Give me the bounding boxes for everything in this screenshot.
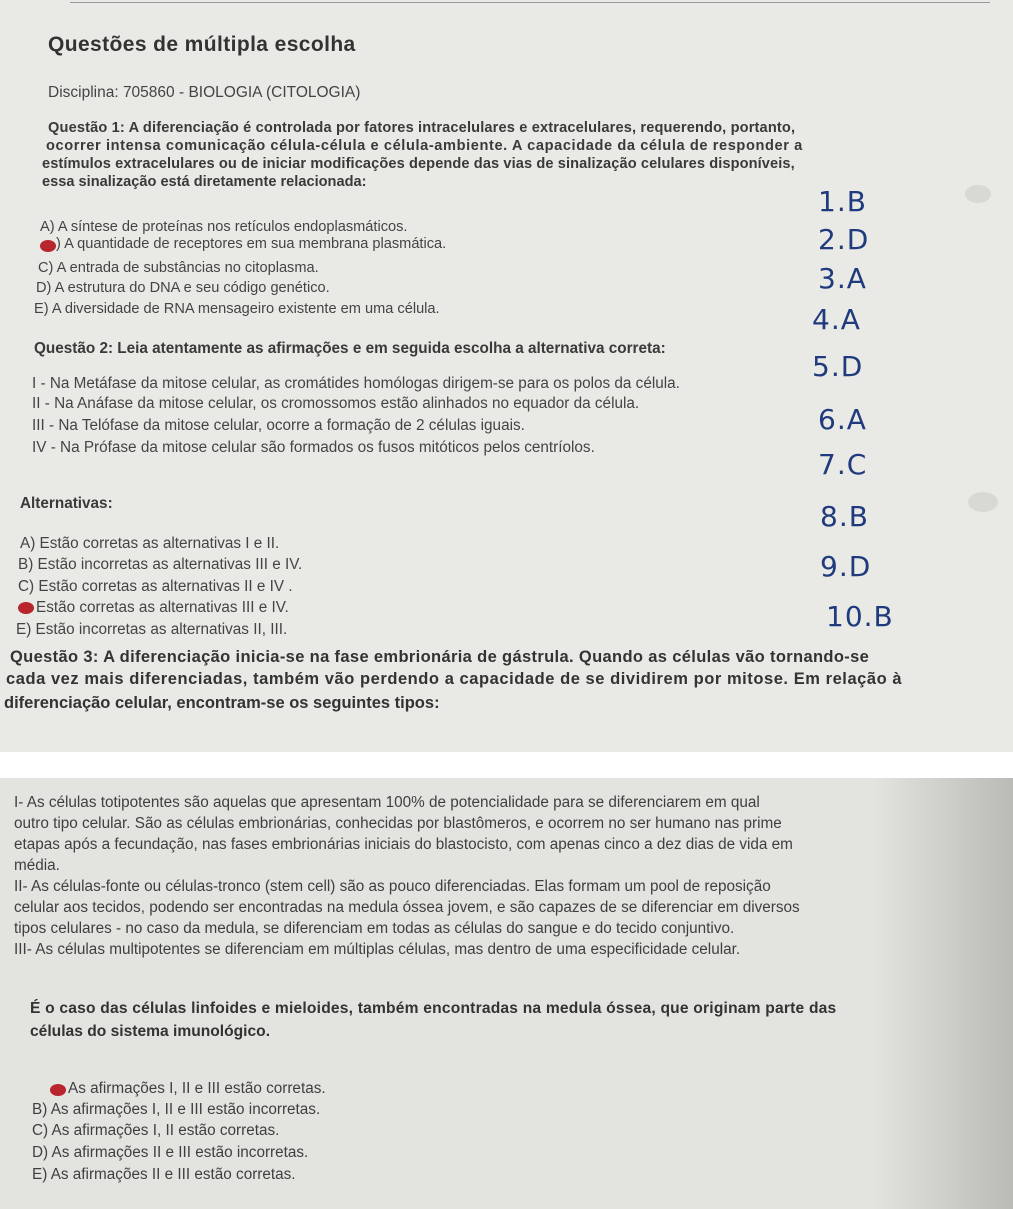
q1-text-line: ocorrer intensa comunicação célula-célula e célula-ambiente. A capacidade da célula de responder a (46, 138, 803, 154)
q1-text-line: essa sinalização está diretamente relacionada: (42, 174, 367, 190)
q3-paragraph-line: outro tipo celular. São as células embrionárias, conhecidas por blastômeros, e ocorrem no ser humano nas prime (14, 815, 782, 832)
discipline-label: Disciplina: 705860 - BIOLOGIA (CITOLOGIA) (48, 84, 361, 101)
q3-paragraph-line: tipos celulares - no caso da medula, se diferenciam em todas as células do sangue e do tecido conjuntivo. (14, 920, 735, 937)
handwritten-answer: 1.B (818, 185, 867, 218)
q3-option-e: E) As afirmações II e III estão corretas. (32, 1166, 296, 1183)
handwritten-answer: 7.C (818, 448, 868, 481)
q3-option-a: As afirmações I, II e III estão corretas. (68, 1080, 326, 1097)
q2-alternatives-header: Alternativas: (20, 495, 113, 512)
handwritten-answer: 2.D (818, 223, 870, 256)
q3-text-line: diferenciação celular, encontram-se os seguintes tipos: (4, 694, 440, 712)
q3-option-b: B) As afirmações I, II e III estão incorretas. (32, 1101, 321, 1118)
q1-text-line: estímulos extracelulares ou de iniciar modificações depende das vias de sinalização celulares disponíveis, (42, 156, 795, 172)
handwritten-answer: 5.D (812, 350, 864, 383)
paper-stain (968, 492, 998, 512)
page-top-rule (70, 2, 990, 3)
handwritten-answer: 9.D (820, 550, 872, 583)
handwritten-answer: 3.A (818, 262, 867, 295)
q2-option-c: C) Estão corretas as alternativas II e IV . (18, 578, 293, 595)
q3-paragraph-line: celular aos tecidos, podendo ser encontradas na medula óssea jovem, e são capazes de se diferenciar em diversos (14, 899, 800, 916)
q2-statement: I - Na Metáfase da mitose celular, as cromátides homólogas dirigem-se para os polos da célula. (32, 375, 680, 392)
q3-bold-line: células do sistema imunológico. (30, 1023, 271, 1040)
q1-text-line: Questão 1: A diferenciação é controlada por fatores intracelulares e extracelulares, requerendo, portanto, (48, 120, 796, 136)
handwritten-answer: 8.B (820, 500, 869, 533)
q2-statement: II - Na Anáfase da mitose celular, os cromossomos estão alinhados no equador da célula. (32, 395, 640, 412)
q3-paragraph-line: média. (14, 857, 60, 874)
q2-statement: III - Na Telófase da mitose celular, ocorre a formação de 2 células iguais. (32, 417, 525, 434)
q3-paragraph-line: etapas após a fecundação, nas fases embrionárias iniciais do blastocisto, com apenas cinco a dez dias de vida em (14, 836, 793, 853)
q1-option-a: A) A síntese de proteínas nos retículos endoplasmáticos. (40, 219, 408, 235)
selected-answer-mark (18, 602, 34, 614)
q3-paragraph-line: II- As células-fonte ou células-tronco (stem cell) são as pouco diferenciadas. Elas formam um pool de reposição (14, 878, 771, 895)
q3-bold-line: É o caso das células linfoides e mieloides, também encontradas na medula óssea, que originam parte das (30, 1000, 837, 1017)
paper-stain (965, 185, 991, 203)
page-shadow (873, 778, 1013, 1209)
q3-paragraph-line: I- As células totipotentes são aquelas que apresentam 100% de potencialidade para se diferenciarem em qual (14, 794, 760, 811)
q2-header: Questão 2: Leia atentamente as afirmações e em seguida escolha a alternativa correta: (34, 340, 666, 357)
q2-statement: IV - Na Prófase da mitose celular são formados os fusos mitóticos pelos centríolos. (32, 439, 595, 456)
q3-text-line: Questão 3: A diferenciação inicia-se na fase embrionária de gástrula. Quando as células vão tornando-se (10, 648, 870, 666)
q2-option-a: A) Estão corretas as alternativas I e II. (20, 535, 280, 552)
selected-answer-mark (40, 240, 56, 252)
q3-paragraph-line: III- As células multipotentes se diferenciam em múltiplas células, mas dentro de uma especificidade celular. (14, 941, 741, 958)
q2-option-b: B) Estão incorretas as alternativas III e IV. (18, 556, 303, 573)
q3-option-c: C) As afirmações I, II estão corretas. (32, 1122, 280, 1139)
handwritten-answer: 6.A (818, 403, 867, 436)
q1-option-b: ) A quantidade de receptores em sua membrana plasmática. (56, 236, 447, 252)
q1-option-e: E) A diversidade de RNA mensageiro existente em uma célula. (34, 301, 440, 317)
q3-text-line: cada vez mais diferenciadas, também vão perdendo a capacidade de se dividirem por mitose. Em relação à (6, 670, 903, 688)
exam-page-bottom (0, 778, 1013, 1209)
q2-option-e: E) Estão incorretas as alternativas II, III. (16, 621, 288, 638)
q3-option-d: D) As afirmações II e III estão incorretas. (32, 1144, 309, 1161)
q2-option-d: Estão corretas as alternativas III e IV. (36, 599, 289, 616)
handwritten-answer: 10.B (826, 600, 894, 633)
q1-option-c: C) A entrada de substâncias no citoplasma. (38, 260, 319, 276)
handwritten-answer: 4.A (812, 303, 861, 336)
selected-answer-mark (50, 1084, 66, 1096)
page-title: Questões de múltipla escolha (48, 33, 356, 56)
q1-option-d: D) A estrutura do DNA e seu código genético. (36, 280, 330, 296)
